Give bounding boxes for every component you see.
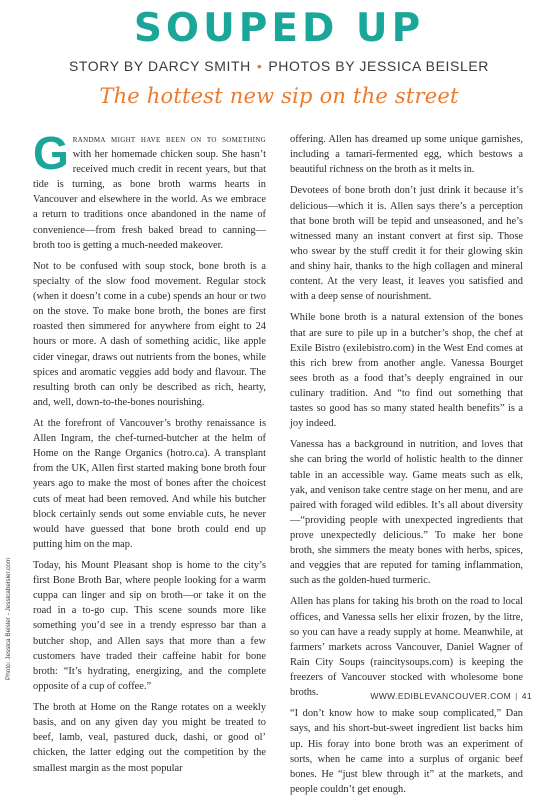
page-number: 41 xyxy=(521,691,532,701)
footer-url: WWW.EDIBLEVANCOUVER.COM xyxy=(370,691,512,701)
byline xyxy=(0,58,558,74)
byline-separator: • xyxy=(256,58,263,74)
paragraph xyxy=(33,127,266,253)
tagline: The hottest new sip on the street xyxy=(99,84,459,108)
left-column xyxy=(33,127,266,782)
paragraph: Devotees of bone broth don’t just drink it because it’s delicious—which it is. Allen says there’s a perception that bone broth will be tepid and unseasoned, and he’s witnessed many an instant convert at first sip. Those who swear by the stuff credit it for their glowing skin and shiny hair, thanks to the high collagen and mineral content. At the very least, it leaves you satisfied and with a deep sense of nourishment. xyxy=(290,185,523,303)
drop-cap: G xyxy=(33,127,69,179)
paragraph-text: with her homemade chicken soup. She hasn’t received much credit in recent years, but that tide is turning, as bone broth warms hearts in Vancouver and elsewhere in the world. As we embrace a return to traditions once abandoned in the name of convenience—from fresh baked bread to canning—broth too is getting a much-needed makeover. xyxy=(33,149,266,251)
paragraph: While bone broth is a natural extension of the bones that are sure to pile up in a butcher’s shop, the chef at Exile Bistro (exilebistro.com) in the West End comes at this rich brew from another angle. Vanessa Bourget sees broth as a food that’s deeply engrained in our culinary tradition. And “to find out something that tastes so good has so many stated health benefits” is a joy indeed. xyxy=(290,312,523,430)
paragraph: Not to be confused with soup stock, bone broth is a specialty of the slow food movement. Regular stock (when it doesn’t come in a cube) spends an hour or two on the stove. To make bone broth, the bones are first roasted then simmered for anywhere from eight to 24 hours or more. A dash of something acidic, like apple cider vinegar, draws out nutrients from the bones, while spices and aromatic veggies add body and flavour. The resulting broth can only be described as rich, hearty, and, well, down-to-the-bones nourishing. xyxy=(33,260,266,408)
paragraph: Vanessa has a background in nutrition, and loves that she can bring the world of holistic health to the dinner table in an accessible way. Game meats such as elk, yak, and venison take centre stage on her menu, and are paired with foraged wild edibles. It’s all about diversity—“providing people with unexpected ingredients that prove unexpectedly delicious.” To make her bone broth, she simmers the meaty bones with herbs, spices, and veggies that are reputed for taming inflammation, such as the golden-hued turmeric. xyxy=(290,439,523,587)
paragraph: At the forefront of Vancouver’s brothy renaissance is Allen Ingram, the chef-turned-butcher at the helm of Home on the Range Organics (hotro.ca). A transplant from the UK, Allen first started making bone broth four years ago to make the most of bones after the choicest cuts of meat had been removed. And while his butcher block certainly sends out some enviable cuts, he never would have guessed that bone broth could end up putting him on the map. xyxy=(33,418,266,550)
right-column xyxy=(290,132,523,803)
byline-story: STORY BY DARCY SMITH xyxy=(68,58,251,74)
paragraph: offering. Allen has dreamed up some unique garnishes, including a tamari-fermented egg, which bestows a beautiful richness on the broth as it melts in. xyxy=(290,134,523,176)
paragraph: The broth at Home on the Range rotates on a weekly basis, and on any given day you might be treated to beef, lamb, veal, pastured duck, dashi, or good ol’ chicken, the latter edging out the competition by the smallest margin as the most popular xyxy=(33,702,266,774)
footer-separator: | xyxy=(515,691,518,701)
photo-credit: Photo: Jessica Beisler - Jessicabeisler.com xyxy=(5,557,12,680)
paragraph: “I don’t know how to make soup complicated,” Dan says, and his short-but-sweet ingredient list backs him up. His foray into bone broth was an experiment of sorts, when he came into a surplus of organic beef bones. He “just blew through it” at the markets, and people couldn’t get enough. xyxy=(290,708,523,795)
page-footer xyxy=(370,691,532,701)
byline-photos: PHOTOS BY JESSICA BEISLER xyxy=(268,58,490,74)
page-title: SOUPED UP xyxy=(133,6,425,51)
lead-in: randma might have been on to something xyxy=(72,134,266,145)
paragraph: Allen has plans for taking his broth on the road to local offices, and Vanessa sells her elixir frozen, by the litre, so you can have a ready supply at home. Meanwhile, at farmers’ markets across Vancouver, Daniel Wagner of Rain City Soups (raincitysoups.com) is keeping the freezers of Vancouver stocked with wholesome bone broths. xyxy=(290,596,523,699)
paragraph: Today, his Mount Pleasant shop is home to the city’s first Bone Broth Bar, where people looking for a warm cuppa can linger and sip on broth—or take it on the road in a to-go cup. This scene sounds more like something you’d see in a trendy espresso bar than a butcher shop, and Allen says that more than a few customers have traded their caffeine habit for bone broth: “It’s hydrating, energizing, and the complete opposite of a cup of coffee.” xyxy=(33,560,266,692)
